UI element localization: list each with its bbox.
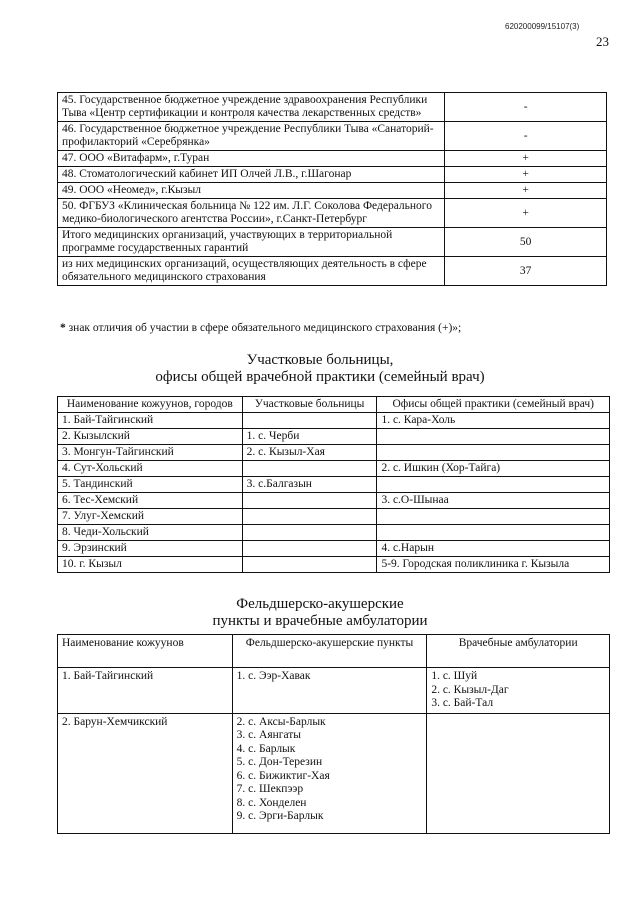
feldsher-points-table (57, 634, 610, 834)
general-practice-office (377, 445, 610, 461)
oms-mark: 37 (445, 257, 607, 286)
district-hospital (242, 413, 377, 429)
organization-name: 48. Стоматологический кабинет ИП Олчей Л.В., г.Шагонар (58, 167, 445, 183)
general-practice-office (377, 525, 610, 541)
table-row (58, 477, 610, 493)
district-hospital: 1. с. Черби (242, 429, 377, 445)
ambulatory-item: 1. с. Шуй (431, 670, 478, 682)
table-row (58, 413, 610, 429)
general-practice-office: 5-9. Городская поликлиника г. Кызыла (377, 557, 610, 573)
oms-mark: - (445, 122, 607, 151)
footnote-star: * (60, 322, 66, 334)
district-hospital (242, 509, 377, 525)
fap-item: 7. с. Шекпээр (236, 783, 304, 795)
district-hospital: 3. с.Балгазын (242, 477, 377, 493)
table-row (58, 541, 610, 557)
district-name: 2. Кызылский (58, 429, 243, 445)
document-code: 620200099/15107(3) (505, 22, 580, 31)
organization-name: 46. Государственное бюджетное учреждение Республики Тыва «Санаторий-профилакторий «Серебрянка» (58, 122, 445, 151)
organizations-table (57, 92, 607, 286)
table-row (58, 167, 607, 183)
oms-mark: + (445, 199, 607, 228)
district-hospital (242, 541, 377, 557)
page-number: 23 (596, 34, 609, 49)
table-row (58, 713, 610, 833)
t2-header-hospitals: Участковые больницы (242, 397, 377, 413)
organization-name: 45. Государственное бюджетное учреждение здравоохранения Республики Тыва «Центр сертификации и контроля качества лекарственных средств» (58, 93, 445, 122)
district-name: 1. Бай-Тайгинский (58, 668, 233, 714)
district-name: 6. Тес-Хемский (58, 493, 243, 509)
t2-header-district: Наименование кожуунов, городов (58, 397, 243, 413)
section2-title (0, 352, 640, 386)
district-name: 1. Бай-Тайгинский (58, 413, 243, 429)
t3-header-district: Наименование кожуунов (58, 635, 233, 668)
district-hospital (242, 461, 377, 477)
district-hospitals-table (57, 396, 610, 573)
t3-header-fap: Фельдшерско-акушерские пункты (232, 635, 427, 668)
district-hospital: 2. с. Кызыл-Хая (242, 445, 377, 461)
district-hospital (242, 525, 377, 541)
table-row (58, 509, 610, 525)
fap-item: 5. с. Дон-Терезин (236, 756, 323, 768)
table-row (58, 257, 607, 286)
oms-mark: - (445, 93, 607, 122)
district-name: 2. Барун-Хемчикский (58, 713, 233, 833)
section3-title (0, 596, 640, 630)
table-row (58, 557, 610, 573)
district-name: 7. Улуг-Хемский (58, 509, 243, 525)
general-practice-office: 4. с.Нарын (377, 541, 610, 557)
table-row (58, 122, 607, 151)
organization-name: Итого медицинских организаций, участвующих в территориальной программе государственных гарантий (58, 228, 445, 257)
oms-mark: 50 (445, 228, 607, 257)
general-practice-office: 2. с. Ишкин (Хор-Тайга) (377, 461, 610, 477)
ambulatory-list (427, 668, 610, 714)
district-name: 5. Тандинский (58, 477, 243, 493)
ambulatory-item: 2. с. Кызыл-Даг (431, 683, 509, 696)
t3-header-ambulatories: Врачебные амбулатории (427, 635, 610, 668)
table-row (58, 445, 610, 461)
district-name: 4. Сут-Хольский (58, 461, 243, 477)
district-hospital (242, 557, 377, 573)
fap-list (232, 668, 427, 714)
table-row (58, 199, 607, 228)
organization-name: 49. ООО «Неомед», г.Кызыл (58, 183, 445, 199)
general-practice-office (377, 477, 610, 493)
district-name: 10. г. Кызыл (58, 557, 243, 573)
footnote-text: знак отличия об участии в сфере обязательного медицинского страхования (+)»; (65, 322, 462, 334)
organization-name: 50. ФГБУЗ «Клиническая больница № 122 им. Л.Г. Соколова Федерального медико-биологического агентства России», г.Санкт-Петербург (58, 199, 445, 228)
t2-header-offices: Офисы общей практики (семейный врач) (377, 397, 610, 413)
district-hospital (242, 493, 377, 509)
general-practice-office: 3. с.О-Шынаа (377, 493, 610, 509)
fap-item: 3. с. Аянгаты (236, 729, 302, 741)
table-row (58, 228, 607, 257)
table-row (58, 151, 607, 167)
ambulatory-list (427, 713, 610, 833)
table-row (58, 461, 610, 477)
section3-title-line1: Фельдшерско-акушерские (236, 596, 404, 612)
table-row (58, 183, 607, 199)
table-row (58, 93, 607, 122)
fap-item: 4. с. Барлык (236, 742, 296, 755)
general-practice-office: 1. с. Кара-Холь (377, 413, 610, 429)
table-row (58, 525, 610, 541)
oms-mark: + (445, 183, 607, 199)
organization-name: из них медицинских организаций, осуществляющих деятельность в сфере обязательного медицинского страхования (58, 257, 445, 286)
table-row (58, 493, 610, 509)
table-row (58, 429, 610, 445)
organization-name: 47. ООО «Витафарм», г.Туран (58, 151, 445, 167)
ambulatory-item: 3. с. Бай-Тал (431, 697, 494, 709)
general-practice-office (377, 429, 610, 445)
table-row (58, 668, 610, 714)
fap-item: 8. с. Хонделен (236, 796, 307, 809)
district-name: 9. Эрзинский (58, 541, 243, 557)
fap-item: 9. с. Эрги-Барлык (236, 810, 324, 822)
section2-title-line1: Участковые больницы, (246, 352, 394, 368)
general-practice-office (377, 509, 610, 525)
section3-title-line2: пункты и врачебные амбулатории (212, 613, 428, 629)
oms-mark: + (445, 167, 607, 183)
fap-item: 2. с. Аксы-Барлык (236, 715, 326, 728)
section2-title-line2: офисы общей врачебной практики (семейный врач) (155, 369, 485, 385)
district-name: 8. Чеди-Хольский (58, 525, 243, 541)
fap-item: 1. с. Ээр-Хавак (236, 670, 311, 682)
fap-list (232, 713, 427, 833)
footnote (60, 322, 461, 334)
district-name: 3. Монгун-Тайгинский (58, 445, 243, 461)
oms-mark: + (445, 151, 607, 167)
fap-item: 6. с. Бижиктиг-Хая (236, 769, 330, 782)
